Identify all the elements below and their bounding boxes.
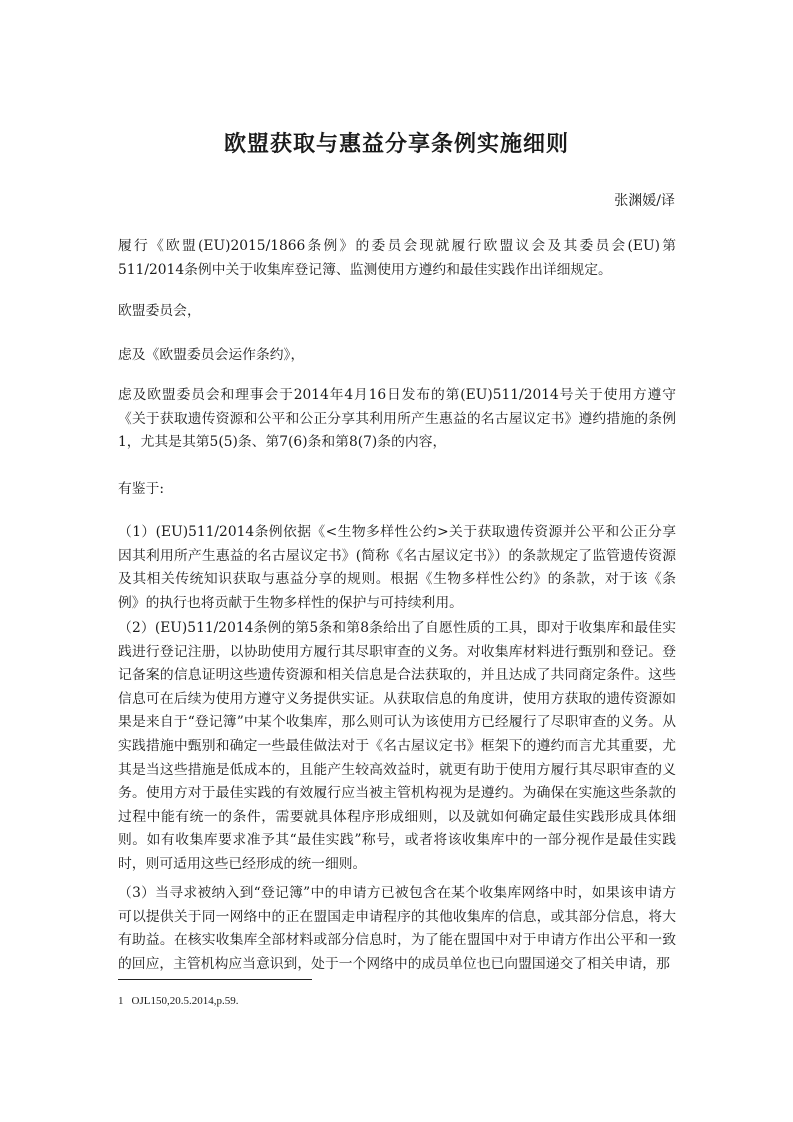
recital-3: （3）当寻求被纳入到“登记簿”中的申请方已被包含在某个收集库网络中时，如果该申请方可以提供关于同一网络中的正在盟国走申请程序的其他收集库的信息，或其部分信息，将大有助益。在核实收集库全部材料或部分信息时，为了能在盟国中对于申请方作出公平和一致的回应，主管机构应当意识到，处于一个网络中的成员单位也已向盟国递交了相关申请，那 [118, 885, 676, 972]
footnote-divider [118, 979, 312, 980]
treaty-reference: 虑及《欧盟委员会运作条约》， [118, 347, 305, 363]
footnote [118, 993, 238, 1009]
intro-paragraph: 履行《欧盟(EU)2015/1866条例》的委员会现就履行欧盟议会及其委员会(EU)第511/2014条例中关于收集库登记簿、监测使用方遵约和最佳实践作出详细规定。 [118, 238, 676, 278]
whereas-heading: 有鉴于: [118, 481, 165, 497]
document-title: 欧盟获取与惠益分享条例实施细则 [223, 131, 569, 157]
regulation-reference: 虑及欧盟委员会和理事会于2014年4月16日发布的第(EU)511/2014号关于使用方遵守《关于获取遗传资源和公平和公正分享其利用所产生惠益的名古屋议定书》遵约措施的条例1，尤其是其第5(5)条、第7(6)条和第8(7)条的内容， [118, 387, 676, 451]
footnote-number: 1 [118, 995, 124, 1007]
recital-1: （1）(EU)511/2014条例依据《<生物多样性公约>关于获取遗传资源并公平和公正分享因其利用所产生惠益的名古屋议定书》(简称《名古屋议定书》）的条款规定了监管遗传资源及其相关传统知识获取与惠益分享的规则。根据《生物多样性公约》的条款，对于该《条例》的执行也将贡献于生物多样性的保护与可持续利用。 [118, 524, 676, 611]
footnote-text: OJL150,20.5.2014,p.59. [131, 995, 239, 1007]
translator-credit: 张渊媛/译 [614, 193, 675, 209]
commission-line: 欧盟委员会， [118, 303, 201, 319]
recital-2: （2）(EU)511/2014条例的第5条和第8条给出了自愿性质的工具，即对于收集库和最佳实践进行登记注册，以协助使用方履行其尽职审查的义务。对收集库材料进行甄别和登记。登记备案的信息证明这些遗传资源和相关信息是合法获取的，并且达成了共同商定条件。这些信息可在后续为使用方遵守义务提供实证。从获取信息的角度讲，使用方获取的遗传资源如果是来自于“登记簿”中某个收集库，那么则可认为该使用方已经履行了尽职审查的义务。从实践措施中甄别和确定一些最佳做法对于《名古屋议定书》框架下的遵约而言尤其重要，尤其是当这些措施是低成本的，且能产生较高效益时，就更有助于使用方履行其尽职审查的义务。使用方对于最佳实践的有效履行应当被主管机构视为是遵约。为确保在实施这些条款的过程中能有统一的条件，需要就具体程序形成细则，以及就如何确定最佳实践形成具体细则。如有收集库要求准予其“最佳实践”称号，或者将该收集库中的一部分视作是最佳实践时，则可适用这些已经形成的统一细则。 [118, 620, 676, 872]
